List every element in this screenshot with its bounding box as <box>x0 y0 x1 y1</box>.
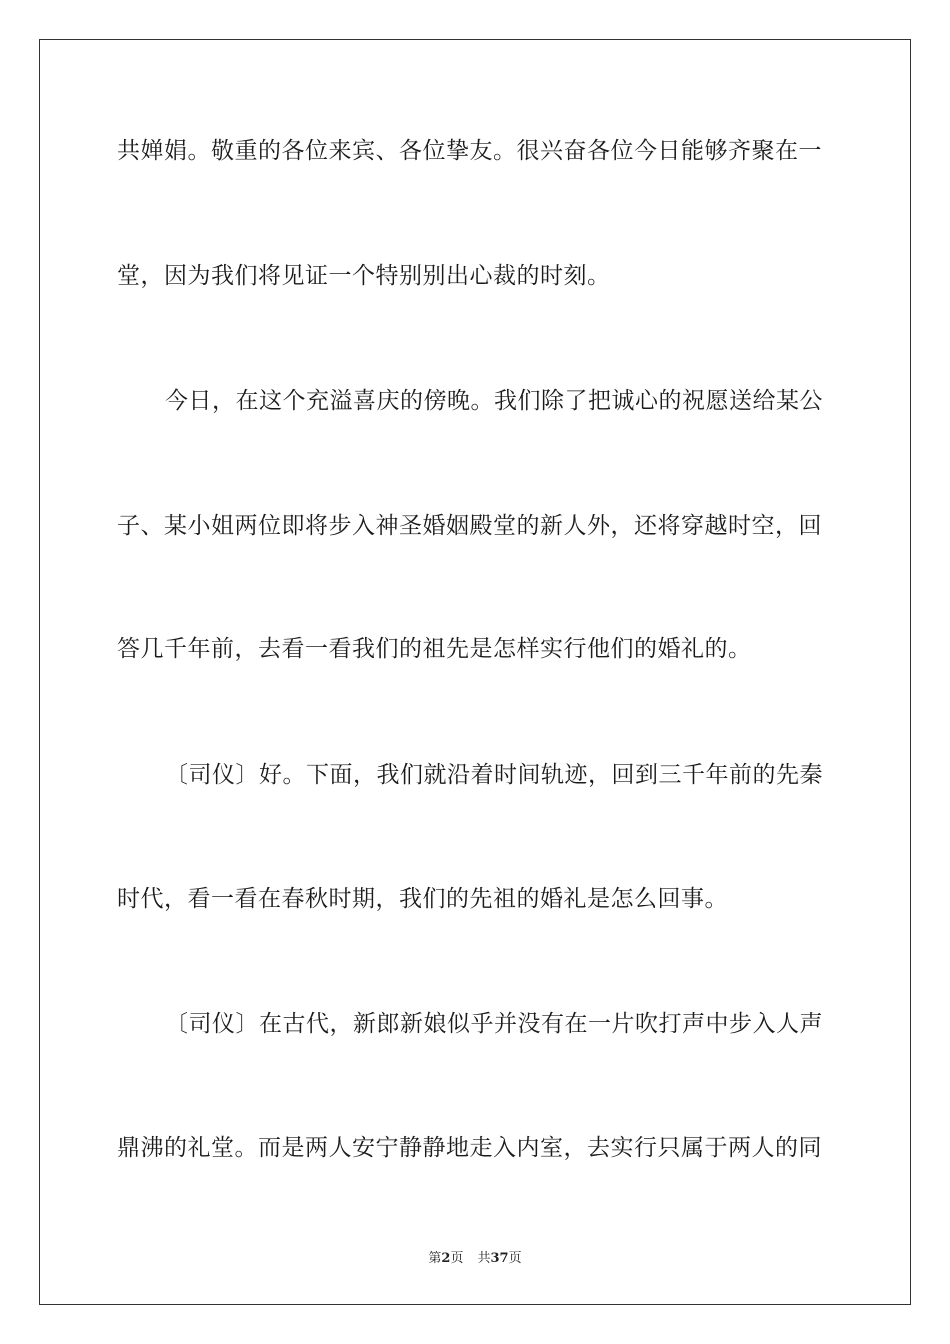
footer-total-suffix: 页 <box>508 1251 522 1266</box>
body-line-5: 答几千年前，去看一看我们的祖先是怎样实行他们的婚礼的。 <box>117 636 752 662</box>
page-border <box>39 39 911 1305</box>
body-line-8: 〔司仪〕在古代，新郎新娘似乎并没有在一片吹打声中步入人声 <box>165 1011 823 1037</box>
footer-total-prefix: 共 <box>477 1251 491 1266</box>
footer-page-suffix: 页 <box>450 1251 464 1266</box>
body-line-7: 时代，看一看在春秋时期，我们的先祖的婚礼是怎么回事。 <box>117 886 728 912</box>
footer-total-number: 37 <box>490 1251 509 1266</box>
body-line-2: 堂，因为我们将见证一个特别别出心裁的时刻。 <box>117 263 611 289</box>
body-line-4: 子、某小姐两位即将步入神圣婚姻殿堂的新人外，还将穿越时空，回 <box>117 513 822 539</box>
footer-page-prefix: 第 <box>428 1251 442 1266</box>
footer-page-number: 2 <box>441 1251 451 1266</box>
body-line-6: 〔司仪〕好。下面，我们就沿着时间轨迹，回到三千年前的先秦 <box>165 762 823 788</box>
page-footer <box>0 1247 950 1266</box>
body-line-1: 共婵娟。敬重的各位来宾、各位挚友。很兴奋各位今日能够齐聚在一 <box>117 138 822 164</box>
body-line-9: 鼎沸的礼堂。而是两人安宁静静地走入内室，去实行只属于两人的同 <box>117 1135 822 1161</box>
body-line-3: 今日，在这个充溢喜庆的傍晚。我们除了把诚心的祝愿送给某公 <box>165 388 823 414</box>
